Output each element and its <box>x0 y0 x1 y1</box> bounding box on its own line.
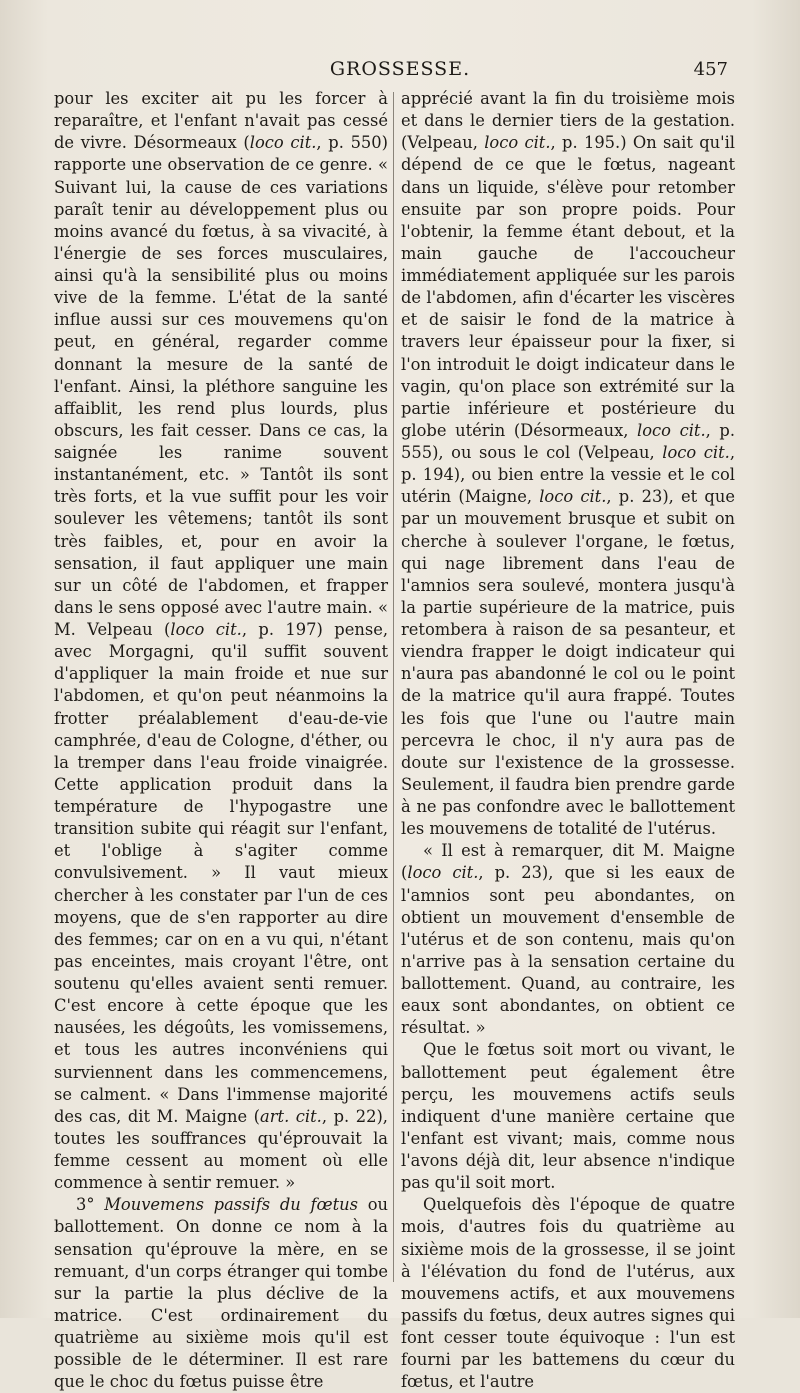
paragraph: Quelquefois dès l'époque de quatre mois, d'autres fois du quatrième au sixième mois de la grossesse, il se joint à l'élévation du fond de l'utérus, aux mouvemens actifs, et aux mouvemens passifs du fœtus, deux autres signes qui font cesser toute équivoque : l'un est fourni par les battemens du cœur du fœtus, et l'autre <box>401 1195 735 1392</box>
column-divider <box>393 92 394 1282</box>
paragraph: Que le fœtus soit mort ou vivant, le ballottement peut également être perçu, les mouvemens actifs seuls indiquent d'une manière certaine que l'enfant est vivant; mais, comme nous l'avons déjà dit, leur absence n'indique pas qu'il soit mort. <box>401 1040 735 1193</box>
running-title: GROSSESSE. <box>329 58 471 80</box>
paragraph: apprécié avant la fin du troisième mois et dans le dernier tiers de la gestation. (Velpeau, loco cit., p. 195.) On sait qu'il dépend de ce que le fœtus, nageant dans un liquide, s'élève pour retomber ensuite par son propre poids. Pour l'obtenir, la femme étant debout, et la main gauche de l'accoucheur immédiatement appliquée sur les parois de l'abdomen, afin d'écarter les viscères et de saisir le fond de la matrice à travers leur épaisseur pour la fixer, si l'on introduit le doigt indicateur dans le vagin, qu'on place son extrémité sur la partie inférieure et postérieure du globe utérin (Désormeaux, loco cit., p. 555), ou sous le col (Velpeau, loco cit., p. 194), ou bien entre la vessie et le col utérin (Maigne, loco cit., p. 23), et que par un mouvement brusque et subit on cherche à soulever l'organe, le fœtus, qui nage librement dans l'eau de l'amnios sera soulevé, montera jusqu'à la partie supérieure de la matrice, puis retombera à raison de sa pesanteur, et viendra frapper le doigt indicateur qui n'aura pas abandonné le col ou le point de la matrice qu'il aura frappé. Toutes les fois que l'une ou l'autre main percevra le choc, il n'y aura pas de doute sur l'existence de la grossesse. Seulement, il faudra bien prendre garde à ne pas confondre avec le ballottement les mouvemens de totalité de l'utérus. <box>401 89 735 839</box>
page-number: 457 <box>693 59 728 80</box>
paragraph: « Il est à remarquer, dit M. Maigne (loco cit., p. 23), que si les eaux de l'amnios sont peu abondantes, on obtient un mouvement d'ensemble de l'utérus et de son contenu, mais qu'on n'arrive pas à la sensation certaine du ballottement. Quand, au contraire, les eaux sont abondantes, on obtient ce résultat. » <box>401 841 735 1038</box>
citation: loco cit. <box>249 133 317 153</box>
page-header <box>0 58 800 84</box>
section-heading: Mouvemens passifs du fœtus <box>104 1195 358 1215</box>
paragraph: 3° Mouvemens passifs du fœtus ou ballottement. On donne ce nom à la sensation qu'éprouve la mère, en se remuant, d'un corps étranger qui tombe sur la partie la plus déclive de la matrice. C'est ordinairement du quatrième au sixième mois qu'il est possible de le déterminer. Il est rare que le choc du fœtus puisse être <box>54 1195 389 1392</box>
section-number: 3° <box>76 1195 105 1215</box>
citation: loco cit. <box>170 620 242 639</box>
citation: loco cit. <box>484 133 551 153</box>
citation: loco cit. <box>637 420 706 440</box>
paragraph: pour les exciter ait pu les forcer à reparaître, et l'enfant n'avait pas cessé de vivre. Désormeaux (loco cit., p. 550) rapporte une observation de ce genre. « Suivant lui, la cause de ces variations paraît tenir au développement plus ou moins avancé du fœtus, à sa vivacité, à l'énergie de ses forces musculaires, ainsi qu'à la sensibilité plus ou moins vive de la femme. L'état de la santé influe aussi sur ces mouvemens qu'on peut, en général, regarder comme donnant la mesure de la santé de l'enfant. Ainsi, la pléthore sanguine les affaiblit, les rend plus lourds, plus obscurs, les fait cesser. Dans ce cas, la saignée les ranime souvent instantanément, etc. » Tantôt ils sont très forts, et la vue suffit pour les voir soulever les vêtemens; tantôt ils sont très faibles, et, pour en avoir la sensation, il faut appliquer une main sur un côté de l'abdomen, et frapper dans le sens opposé avec l'autre main. « M. Velpeau (loco cit., p. 197) pense, avec Morgagni, qu'il suffit souvent d'appliquer la main froide et nue sur l'abdomen, et qu'on peut néanmoins la frotter préalablement d'eau-de-vie camphrée, d'eau de Cologne, d'éther, ou la tremper dans l'eau froide vinaigrée. Cette application produit dans la température de l'hypogastre une transition subite qui réagit sur l'enfant, et l'oblige à s'agiter comme convulsivement. » Il vaut mieux chercher à les constater par l'un de ces moyens, que de s'en rapporter au dire des femmes; car on en a vu qui, n'étant pas enceintes, mais croyant l'être, ont soutenu qu'elles avaient senti remuer. C'est encore à cette époque que les nausées, les dégoûts, les vomissemens, et tous les autres inconvéniens qui surviennent dans les commencemens, se calment. « Dans l'immense majorité des cas, dit M. Maigne (art. cit., p. 22), toutes les souffrances qu'éprouvait la femme cessent au moment où elle commence à sentir remuer. » <box>54 89 388 1193</box>
citation: loco cit. <box>662 443 730 462</box>
citation: loco cit. <box>539 487 607 507</box>
left-column <box>54 88 388 1393</box>
right-column <box>401 88 735 1393</box>
citation: art. cit. <box>260 1106 322 1126</box>
citation: loco cit. <box>407 863 479 883</box>
